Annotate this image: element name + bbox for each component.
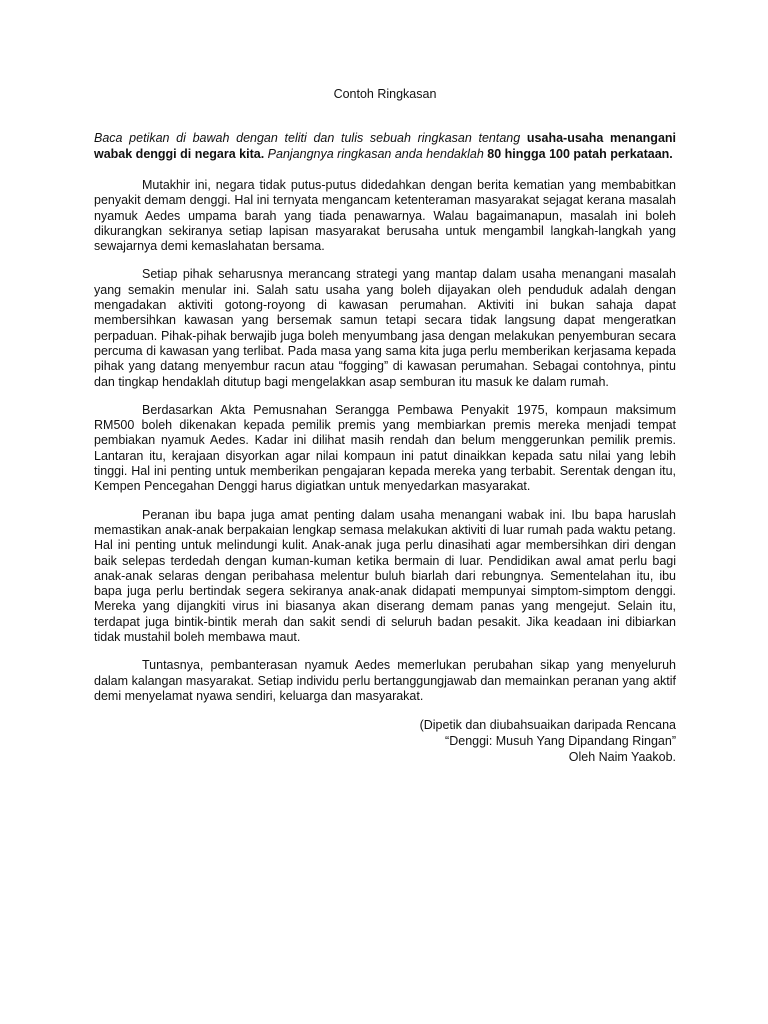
document-page <box>94 86 676 765</box>
paragraph-intro: Mutakhir ini, negara tidak putus-putus didedahkan dengan berita kematian yang membabitkan penyakit demam denggi. Hal ini ternyata mengancam ketenteraman masyarakat sejagat kerana masalah nyamuk Aedes umpama barah yang tiada penawarnya. Walau bagaimanapun, masalah ini boleh dikurangkan sekiranya setiap lapisan masyarakat berusaha untuk mengambil langkah-langkah yang sewajarnya demi kemaslahatan bersama. <box>94 178 676 254</box>
paragraph-compound: Berdasarkan Akta Pemusnahan Serangga Pembawa Penyakit 1975, kompaun maksimum RM500 boleh dikenakan kepada pemilik premis yang membiarkan premis mereka menjadi tempat pembiakan nyamuk Aedes. Kadar ini dilihat masih rendah dan belum menggerunkan pemilik premis. Lantaran itu, kerajaan disyorkan agar nilai kompaun ini patut dinaikkan kepada satu nilai yang lebih tinggi. Hal ini penting untuk memberikan pengajaran kepada mereka yang terbabit. Serentak dengan itu, Kempen Pencegahan Denggi harus digiatkan untuk menyedarkan masyarakat. <box>94 402 676 494</box>
source-line-2: “Denggi: Musuh Yang Dipandang Ringan” <box>445 734 676 749</box>
instructions-text-1: Baca petikan di bawah dengan teliti dan tulis sebuah ringkasan tentang <box>94 131 527 145</box>
source-line-3: Oleh Naim Yaakob. <box>568 750 676 765</box>
document-title: Contoh Ringkasan <box>333 87 437 101</box>
paragraph-strategy: Setiap pihak seharusnya merancang strategi yang mantap dalam usaha menangani masalah yang semakin menular ini. Salah satu usaha yang boleh dijayakan oleh penduduk adalah dengan mengadakan aktiviti gotong-royong di kawasan perumahan. Aktiviti ini bukan sahaja dapat membersihkan kawasan yang bersemak samun tetapi secara tidak langsung dapat mengeratkan perpaduan. Pihak-pihak berwajib juga boleh menyumbang jasa dengan melakukan penyemburan secara percuma di kawasan yang terlibat. Pada masa yang sama kita juga perlu memberikan kerjasama kepada pihak yang datang menyembur racun atau “fogging” di kawasan perumahan. Sebagai contohnya, pintu dan tingkap hendaklah ditutup bagi mengelakkan asap semburan itu masuk ke dalam rumah. <box>94 267 676 389</box>
instructions-topic: usaha-usaha menangani wabak denggi di negara kita. <box>94 131 676 161</box>
source-citation <box>94 717 676 765</box>
instructions <box>94 130 676 162</box>
paragraph-conclusion: Tuntasnya, pembanterasan nyamuk Aedes memerlukan perubahan sikap yang menyeluruh dalam kalangan masyarakat. Setiap individu perlu bertanggungjawab dan memainkan peranan yang aktif demi menyelamat nyawa sendiri, keluarga dan masyarakat. <box>94 658 676 703</box>
paragraph-parents: Peranan ibu bapa juga amat penting dalam usaha menangani wabak ini. Ibu bapa haruslah memastikan anak-anak berpakaian lengkap semasa melakukan aktiviti di luar rumah pada waktu petang. Hal ini penting untuk melindungi kulit. Anak-anak juga perlu dinasihati agar membersihkan diri dengan baik selepas terdedah dengan kuman-kuman ketika bermain di luar. Pendidikan awal amat perlu bagi anak-anak selaras dengan peribahasa melentur buluh biarlah dari rebungnya. Sementelahan itu, ibu bapa juga perlu bertindak segera sekiranya anak-anak didapati mempunyai simptom-simptom denggi. Mereka yang dijangkiti virus ini biasanya akan diserang demam panas yang mengejut. Selain itu, terdapat juga bintik-bintik merah dan sakit sendi di seluruh badan pesakit. Jika keadaan ini dibiarkan tidak mustahil boleh membawa maut. <box>94 507 676 645</box>
instructions-text-2: Panjangnya ringkasan anda hendaklah <box>264 147 488 161</box>
instructions-word-count: 80 hingga 100 patah perkataan. <box>487 147 673 161</box>
source-line-1: (Dipetik dan diubahsuaikan daripada Rencana <box>419 718 676 733</box>
